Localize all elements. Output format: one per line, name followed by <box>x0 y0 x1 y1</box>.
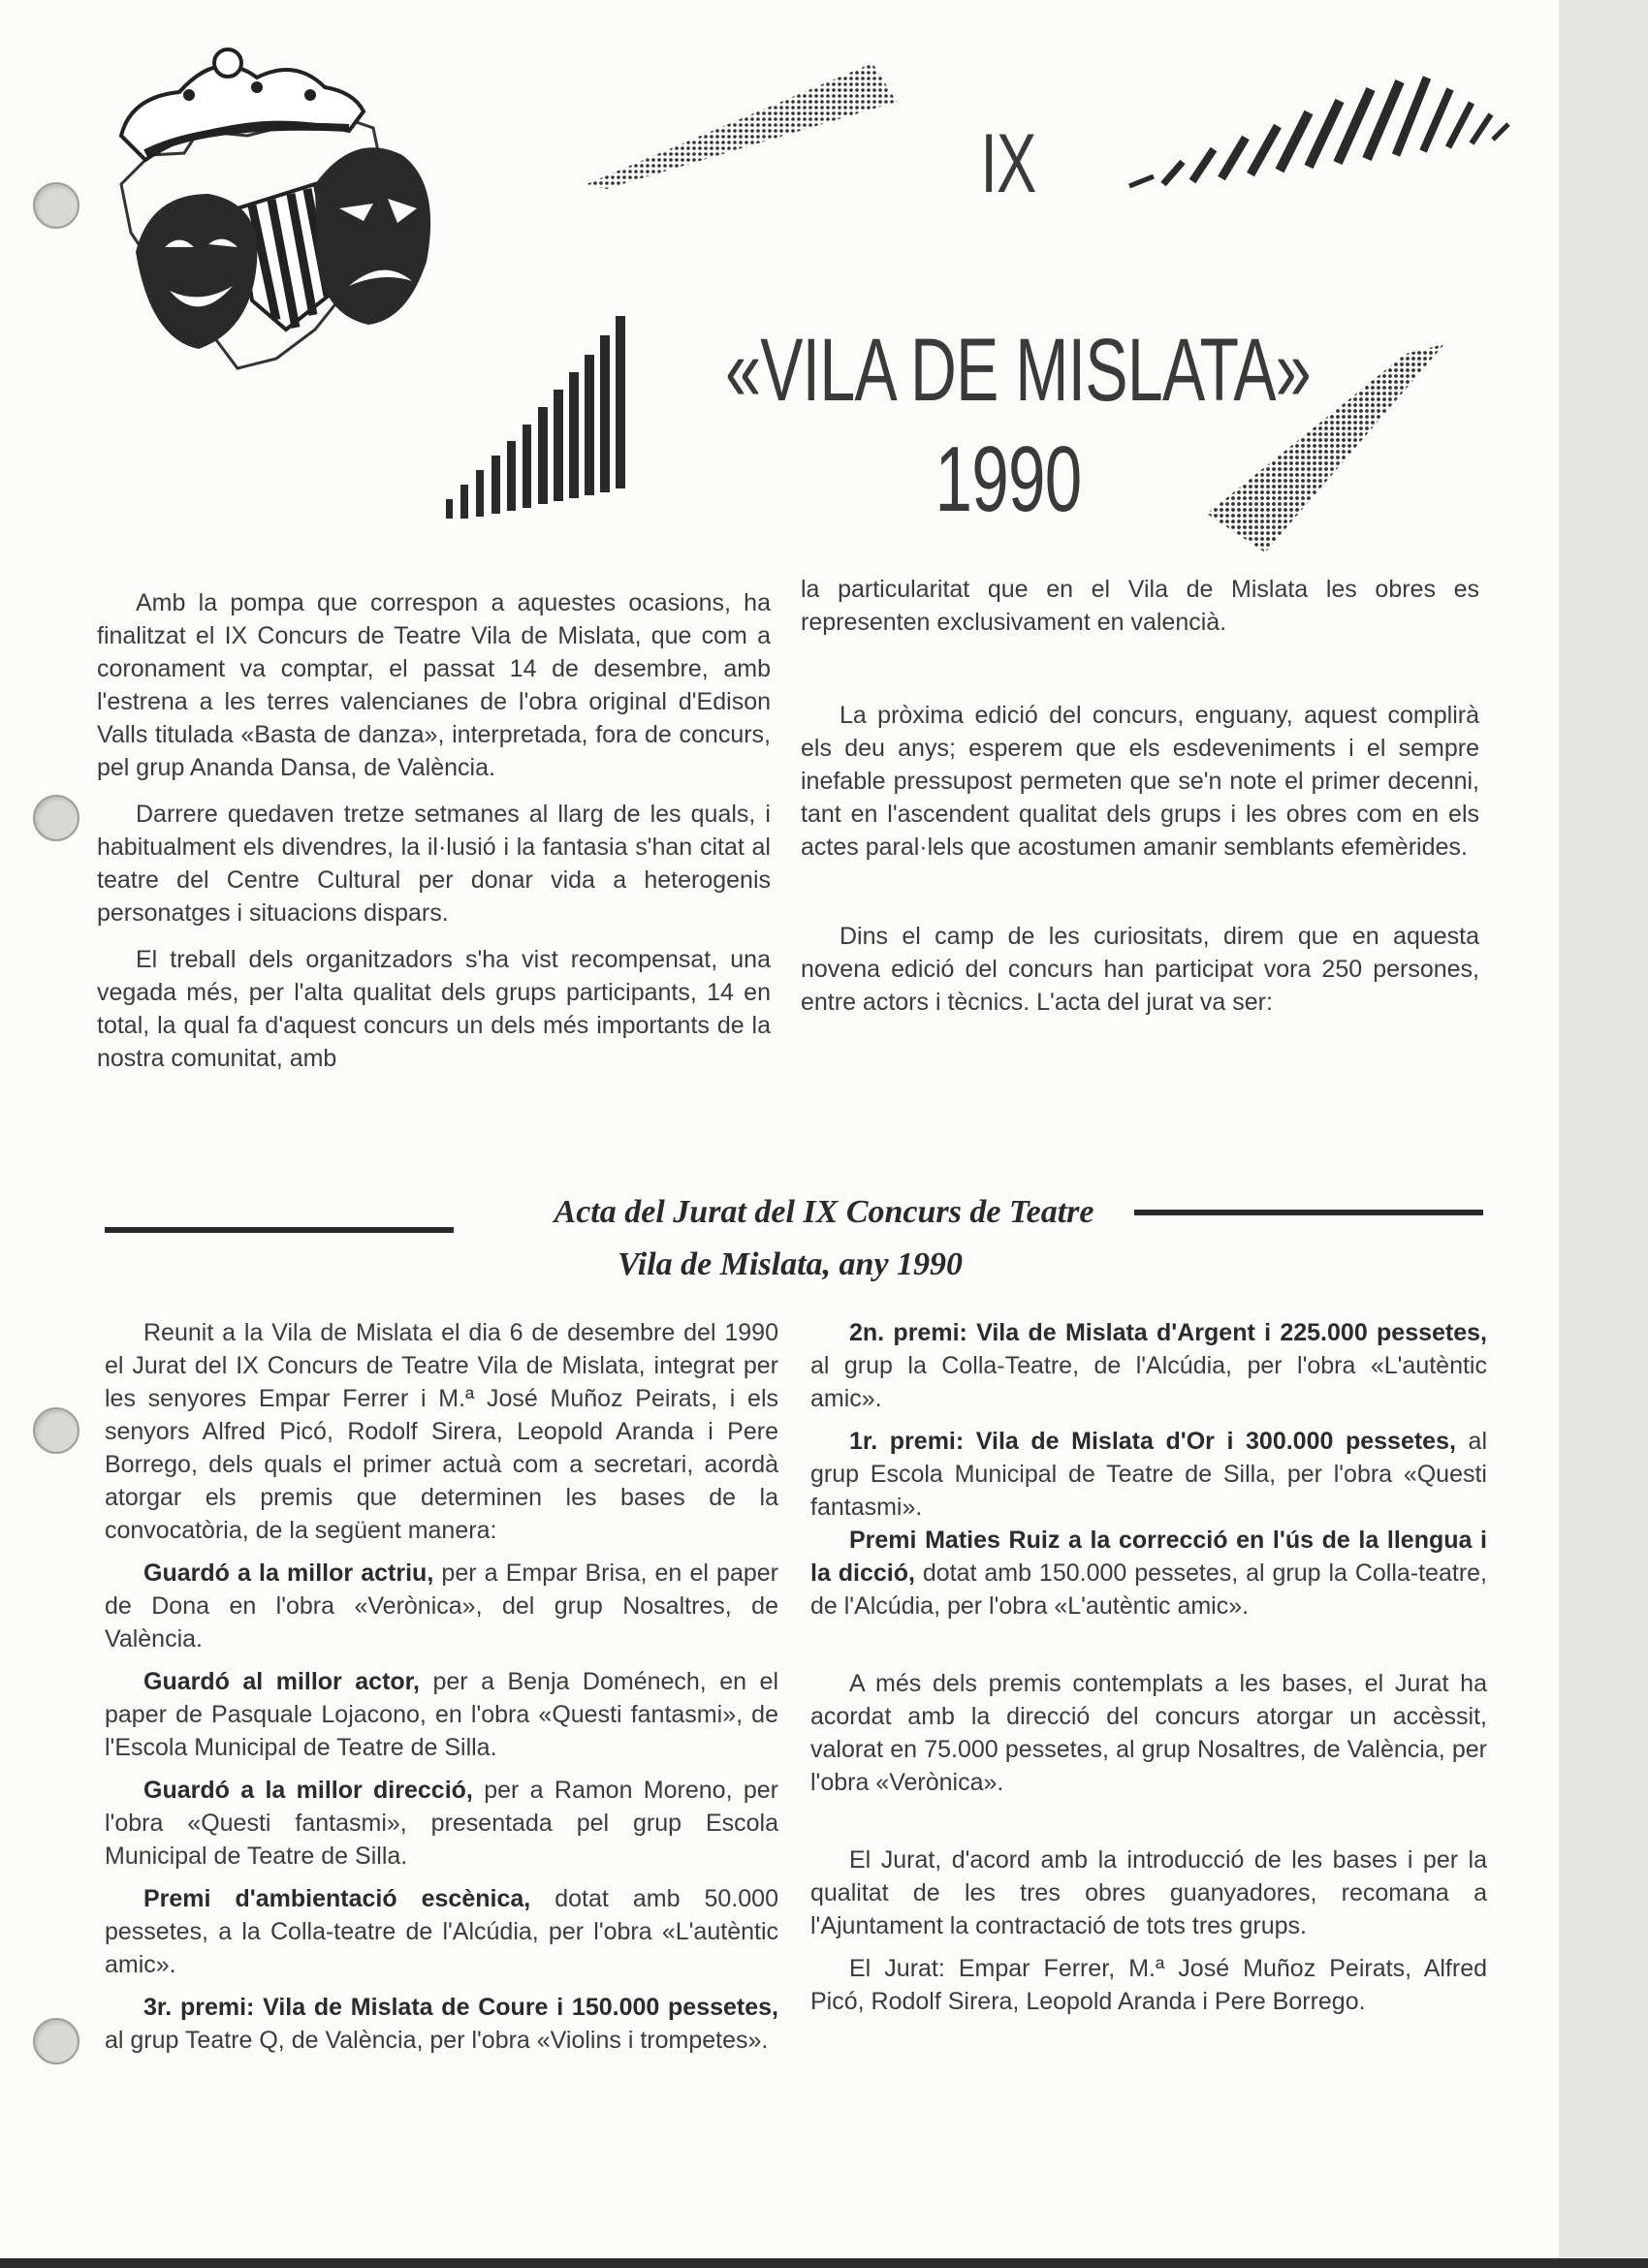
binder-hole <box>33 1407 79 1454</box>
halftone-stripe-top-left <box>586 58 897 189</box>
award-label: 1r. premi: Vila de Mislata d'Or i 300.000 pessetes, <box>849 1428 1456 1455</box>
award-label: Premi d'ambientació escènica, <box>143 1885 531 1912</box>
signatories-paragraph: El Jurat: Empar Ferrer, M.ª José Muñoz Peirats, Alfred Picó, Rodolf Sirera, Leopold Aranda i Pere Borrego. <box>810 1955 1487 2015</box>
intro-paragraph: Amb la pompa que correspon a aquestes ocasions, ha finalitzat el IX Concurs de Teatre Vila de Mislata, que com a coronament va comptar, el passat 14 de desembre, amb l'estrena a les terres valencianes de l'obra original d'Edison Valls titulada «Basta de danza», interpretada, fora de concurs, pel grup Ananda Dansa, de València. <box>97 589 771 781</box>
acta-column-left <box>105 1316 778 2066</box>
striped-bar-mid-left <box>441 310 635 523</box>
award-text: per a Ramon Moreno, per l'obra «Questi fantasmi», presentada pel grup Escola Municipal de Teatre de Silla. <box>105 1777 778 1870</box>
binder-hole <box>33 2018 79 2064</box>
award-text: al grup Teatre Q, de València, per l'obra «Violins i trompetes». <box>105 2027 769 2054</box>
intro-paragraph: Dins el camp de les curiositats, direm que en aquesta novena edició del concurs han participat vora 250 persones, entre actors i tècnics. L'acta del jurat va ser: <box>801 923 1479 1016</box>
binder-hole <box>33 795 79 841</box>
award-label: Guardó a la millor direcció, <box>143 1777 473 1804</box>
award-item <box>810 1425 1487 1524</box>
award-text: al grup la Colla-Teatre, de l'Alcúdia, per l'obra «L'autèntic amic». <box>810 1352 1487 1412</box>
theatre-masks-crown-emblem <box>92 39 499 378</box>
award-label: 3r. premi: Vila de Mislata de Coure i 150.000 pessetes, <box>143 1994 778 2021</box>
section-rule-left <box>105 1227 454 1233</box>
award-text: dotat amb 150.000 pessetes, al grup la Colla-teatre, de l'Alcúdia, per l'obra «L'autèntic amic». <box>810 1559 1487 1620</box>
award-item <box>105 1882 778 1981</box>
intro-column-left <box>97 586 771 1088</box>
intro-paragraph-continued: la particularitat que en el Vila de Mislata les obres es representen exclusivament en valencià. <box>801 576 1479 636</box>
award-text: al grup Escola Municipal de Teatre de Silla, per l'obra «Questi fantasmi». <box>810 1428 1488 1521</box>
intro-column-right <box>801 573 1479 1032</box>
scan-edge <box>0 2258 1648 2268</box>
award-label: Guardó a la millor actriu, <box>143 1559 434 1587</box>
award-text: per a Empar Brisa, en el paper de Dona en l'obra «Verònica», del grup Nosaltres, de València. <box>105 1559 778 1653</box>
binder-hole <box>33 182 79 229</box>
page-title: «VILA DE MISLATA» <box>725 321 1311 420</box>
award-item <box>105 1991 778 2057</box>
award-item <box>105 1665 778 1764</box>
award-text: dotat amb 50.000 pessetes, a la Colla-teatre de l'Alcúdia, per l'obra «L'autèntic amic». <box>105 1885 778 1978</box>
acta-column-right <box>810 1316 1487 2028</box>
edition-roman-numeral: IX <box>980 117 1036 210</box>
award-item <box>810 1524 1487 1622</box>
award-item <box>105 1774 778 1873</box>
award-item <box>810 1316 1487 1415</box>
page-year: 1990 <box>935 427 1082 531</box>
intro-paragraph: Darrere quedaven tretze setmanes al llarg de les quals, i habitualment els divendres, la il·lusió i la fantasia s'han citat al teatre del Centre Cultural per donar vida a heterogenis personatges i situacions dispars. <box>97 801 771 927</box>
award-label: Guardó al millor actor, <box>143 1668 420 1695</box>
award-item <box>105 1557 778 1655</box>
acta-intro: Reunit a la Vila de Mislata el dia 6 de desembre del 1990 el Jurat del IX Concurs de Teatre Vila de Mislata, integrat per les senyores Empar Ferrer i M.ª José Muñoz Peirats, i els senyors Alfred Picó, Rodolf Sirera, Leopold Aranda i Pere Borrego, dels quals el primer actuà com a secretari, acordà atorgar els premis que determinen les bases de la convocatòria, de la següent manera: <box>105 1319 778 1544</box>
intro-paragraph: La pròxima edició del concurs, enguany, aquest complirà els deu anys; esperem que els esdeveniments i el sempre inefable pressupost permeten que se'n note el primer decenni, tant en l'ascendent qualitat dels grups i les obres com en els actes paral·lels que acostumen amanir semblants efemèrides. <box>801 702 1479 861</box>
award-label: Premi Maties Ruiz a la correcció en l'ús de la llengua i la dicció, <box>810 1527 1487 1587</box>
acta-subtitle: Vila de Mislata, any 1990 <box>617 1246 964 1282</box>
award-label: 2n. premi: Vila de Mislata d'Argent i 225.000 pessetes, <box>849 1319 1487 1346</box>
accessit-paragraph: A més dels premis contemplats a les bases, el Jurat ha acordat amb la direcció del concurs atorgar un accèssit, valorat en 75.000 pessetes, al grup Nosaltres, de València, per l'obra «Verònica». <box>810 1670 1487 1796</box>
intro-paragraph: El treball dels organitzadors s'ha vist recompensat, una vegada més, per l'alta qualitat dels grups participants, 14 en total, la qual fa d'aquest concurs un dels més importants de la nostra comunitat, amb <box>97 946 771 1072</box>
acta-title: Acta del Jurat del IX Concurs de Teatre <box>554 1194 1094 1230</box>
striped-bar-top-right <box>1125 70 1522 191</box>
award-text: per a Benja Doménech, en el paper de Pasquale Lojacono, en l'obra «Questi fantasmi», de l'Escola Municipal de Teatre de Silla. <box>105 1668 778 1761</box>
recommendation-paragraph: El Jurat, d'acord amb la introducció de les bases i per la qualitat de les tres obres guanyadores, recomana a l'Ajuntament la contractació de tots tres grups. <box>810 1846 1487 1939</box>
